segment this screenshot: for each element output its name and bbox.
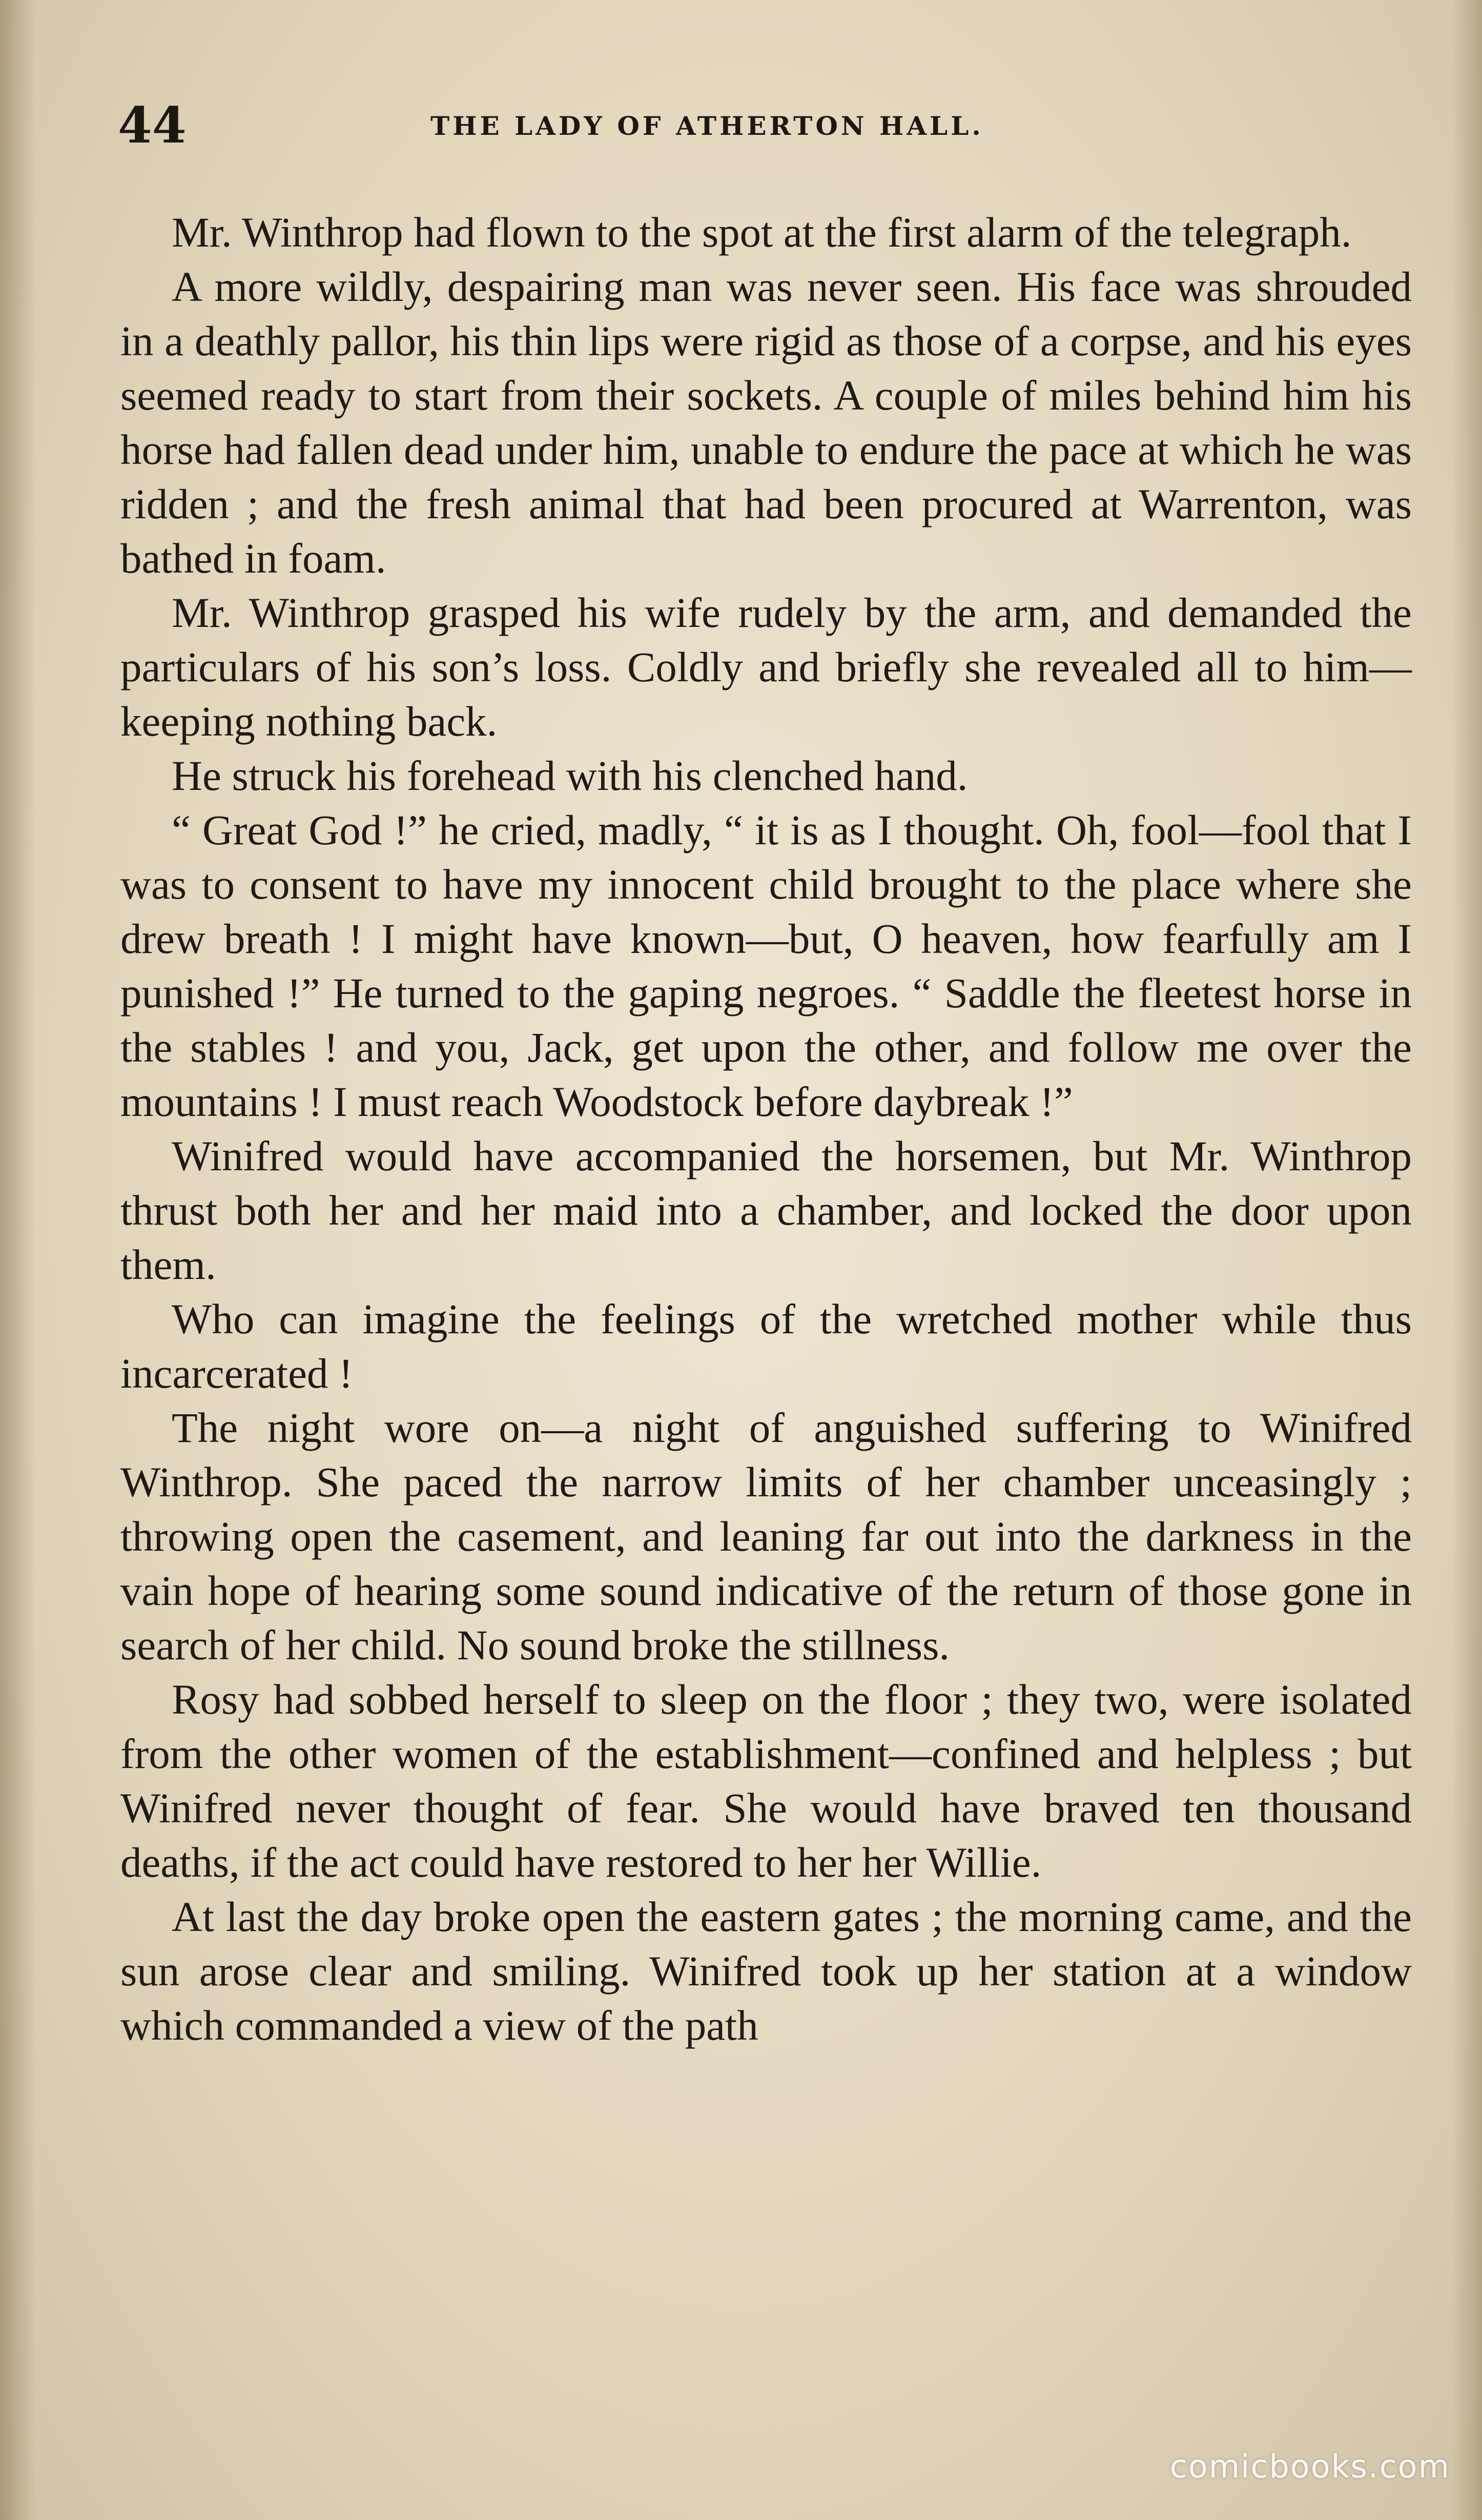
running-head: THE LADY OF ATHERTON HALL. bbox=[430, 111, 984, 141]
paragraph-4: He struck his forehead with his clenched hand. bbox=[172, 752, 968, 799]
page-edge-shadow-left bbox=[0, 0, 36, 2520]
page-number: 44 bbox=[118, 96, 187, 154]
paragraph-9: Rosy had sobbed herself to sleep on the floor ; they two, were isolated from the other women of the establishment—confined and helpless ; but Winifred never thought of fear. She would have braved ten thousand deaths, if the act could have restored to her her Willie. bbox=[120, 1676, 1412, 1886]
page-edge-shadow-right bbox=[1451, 0, 1482, 2520]
paragraph-3: Mr. Winthrop grasped his wife rudely by the arm, and demanded the particulars of his son’s loss. Coldly and briefly she revealed all to him—keeping nothing back. bbox=[120, 589, 1412, 745]
page-header bbox=[118, 96, 1409, 168]
watermark: comicbooks.com bbox=[1169, 2448, 1450, 2485]
paragraph-1: Mr. Winthrop had flown to the spot at the first alarm of the telegraph. bbox=[172, 209, 1352, 256]
paragraph-5: “ Great God !” he cried, madly, “ it is as I thought. Oh, fool—fool that I was to consent to have my innocent child brought to the place where she drew breath ! I might have known—but, O heaven, how fearfully am I punished !” He turned to the gaping negroes. “ Saddle the fleetest horse in the stables ! and you, Jack, get upon the other, and follow me over the mountains ! I must reach Woodstock before daybreak !” bbox=[120, 806, 1412, 1125]
paragraph-7: Who can imagine the feelings of the wretched mother while thus incarcerated ! bbox=[120, 1295, 1412, 1397]
paragraph-6: Winifred would have accompanied the horsemen, but Mr. Winthrop thrust both her and her maid into a chamber, and locked the door upon them. bbox=[120, 1132, 1412, 1288]
body-text bbox=[120, 205, 1412, 2052]
paragraph-8: The night wore on—a night of anguished suffering to Winifred Winthrop. She paced the narrow limits of her chamber unceasingly ; throwing open the casement, and leaning far out into the darkness in the vain hope of hearing some sound indicative of the return of those gone in search of her child. No sound broke the stillness. bbox=[120, 1404, 1412, 1669]
paragraph-10: At last the day broke open the eastern gates ; the morning came, and the sun arose clear and smiling. Winifred took up her station at a window which commanded a view of the path bbox=[120, 1893, 1412, 2049]
paragraph-2: A more wildly, despairing man was never seen. His face was shrouded in a deathly pallor, his thin lips were rigid as those of a corpse, and his eyes seemed ready to start from their sockets. A couple of miles behind him his horse had fallen dead under him, unable to endure the pace at which he was ridden ; and the fresh animal that had been procured at Warrenton, was bathed in foam. bbox=[120, 263, 1412, 582]
